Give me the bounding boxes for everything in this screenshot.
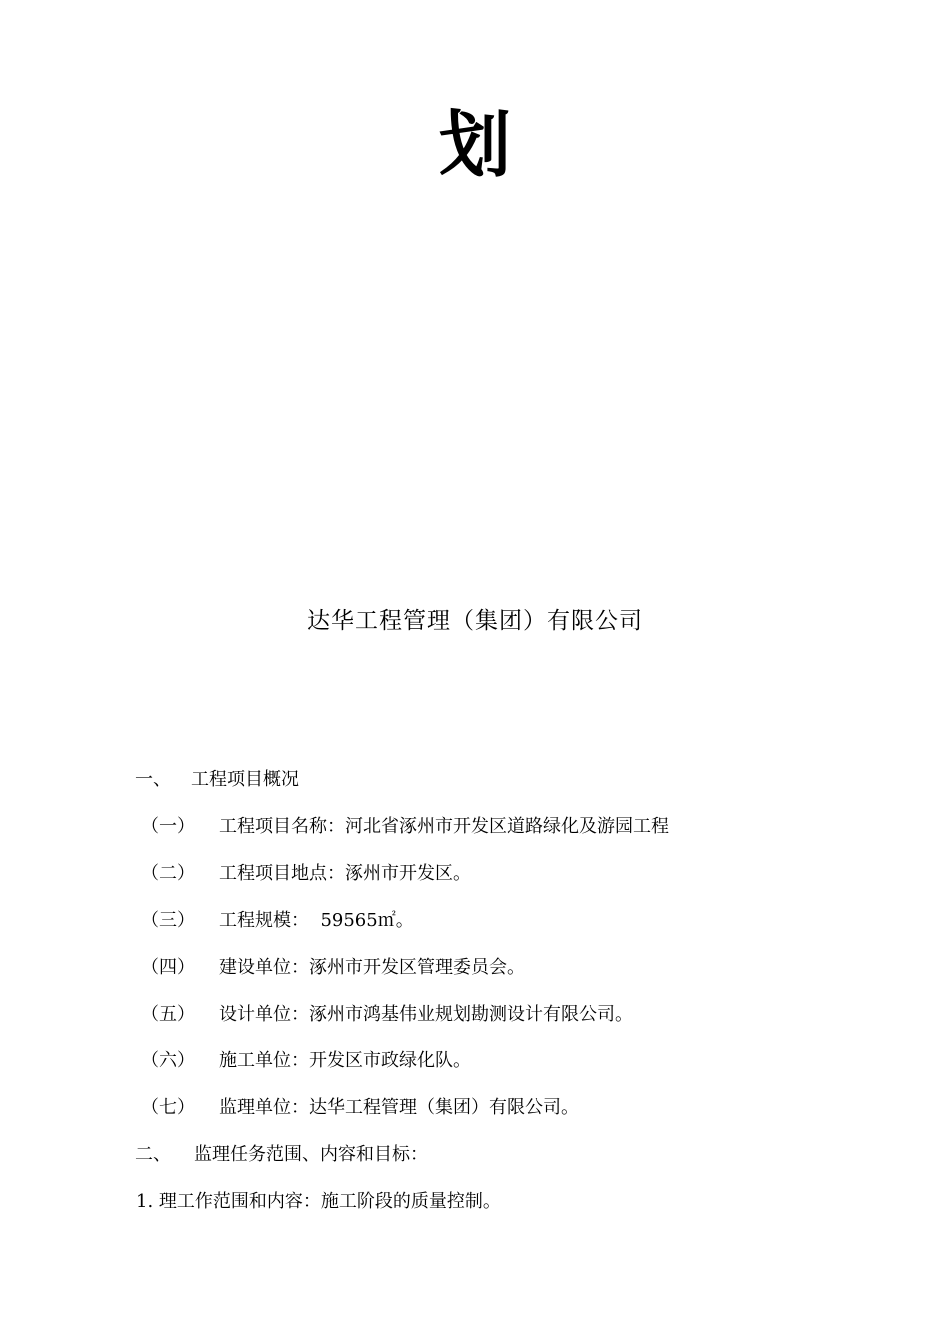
item-text: 工程项目地点：涿州市开发区。 <box>219 863 471 884</box>
item-number: （四） <box>141 957 195 978</box>
item-number: （五） <box>141 1004 195 1025</box>
list-item <box>141 955 841 981</box>
list-item <box>141 814 841 840</box>
item-text: 建设单位：涿州市开发区管理委员会。 <box>219 957 525 978</box>
section-number: 二、 <box>135 1144 171 1165</box>
section-number: 一、 <box>135 769 171 790</box>
section-heading-1 <box>135 767 835 793</box>
company-name: 达华工程管理（集团）有限公司 <box>307 608 643 634</box>
item-number: （七） <box>141 1097 195 1118</box>
list-item <box>141 908 841 934</box>
item-text: 工程规模： 59565㎡。 <box>219 910 414 931</box>
item-number: （六） <box>141 1050 195 1071</box>
item-number: （三） <box>141 910 195 931</box>
item-text: 监理单位：达华工程管理（集团）有限公司。 <box>219 1097 579 1118</box>
item-number: （二） <box>141 863 195 884</box>
section-title: 工程项目概况 <box>191 769 299 790</box>
list-item <box>141 1002 841 1028</box>
item-text: 施工单位：开发区市政绿化队。 <box>219 1050 471 1071</box>
section-heading-2 <box>135 1142 835 1168</box>
section-title: 监理任务范围、内容和目标： <box>194 1144 428 1165</box>
list-item <box>141 1095 841 1121</box>
item-text: 工程项目名称：河北省涿州市开发区道路绿化及游园工程 <box>219 816 669 837</box>
document-title-char: 划 <box>438 102 511 187</box>
list-item <box>141 1048 841 1074</box>
numbered-point: 1. 理工作范围和内容：施工阶段的质量控制。 <box>136 1191 501 1212</box>
list-item <box>141 861 841 887</box>
item-text: 设计单位：涿州市鸿基伟业规划勘测设计有限公司。 <box>219 1004 633 1025</box>
item-number: （一） <box>141 816 195 837</box>
